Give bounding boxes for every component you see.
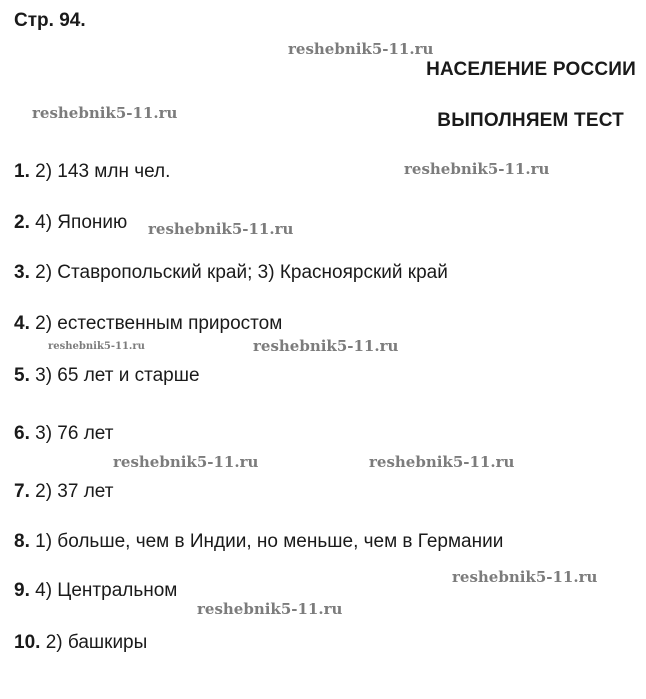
- answer-number: 3.: [14, 262, 30, 283]
- answer-item: [14, 161, 170, 183]
- answer-number: 9.: [14, 580, 30, 601]
- answer-item: [14, 313, 282, 335]
- watermark: reshebnik5-11.ru: [148, 220, 294, 238]
- answer-number: 2.: [14, 212, 30, 233]
- answer-item: [14, 262, 448, 284]
- answer-number: 1.: [14, 161, 30, 182]
- answer-item: [14, 580, 177, 602]
- answer-item: [14, 531, 503, 553]
- answer-text: 2) башкиры: [40, 632, 148, 653]
- answer-text: 2) естественным приростом: [29, 313, 283, 334]
- answer-number: 6.: [14, 423, 30, 444]
- answer-text: 2) 37 лет: [29, 481, 114, 502]
- answer-number: 10.: [14, 632, 41, 653]
- section-title: НАСЕЛЕНИЕ РОССИИ: [426, 59, 636, 80]
- answer-text: 3) 76 лет: [29, 423, 114, 444]
- answer-text: 3) 65 лет и старше: [29, 365, 200, 386]
- answer-number: 4.: [14, 313, 30, 334]
- watermark: reshebnik5-11.ru: [253, 337, 399, 355]
- subtitle: ВЫПОЛНЯЕМ ТЕСТ: [437, 110, 624, 131]
- watermark: reshebnik5-11.ru: [369, 453, 515, 471]
- answer-item: [14, 423, 113, 445]
- watermark: reshebnik5-11.ru: [32, 104, 178, 122]
- watermark: reshebnik5-11.ru: [452, 568, 598, 586]
- answer-item: [14, 212, 127, 234]
- answer-text: 4) Японию: [29, 212, 128, 233]
- page-number: Стр. 94.: [14, 10, 86, 31]
- watermark: reshebnik5-11.ru: [113, 453, 259, 471]
- watermark: reshebnik5-11.ru: [48, 341, 145, 352]
- answer-item: [14, 365, 200, 387]
- answer-text: 4) Центральном: [29, 580, 178, 601]
- answer-text: 1) больше, чем в Индии, но меньше, чем в Германии: [29, 531, 504, 552]
- answer-text: 2) 143 млн чел.: [29, 161, 171, 182]
- answer-number: 7.: [14, 481, 30, 502]
- answer-text: 2) Ставропольский край; 3) Красноярский край: [29, 262, 448, 283]
- answer-item: [14, 632, 147, 654]
- answer-number: 8.: [14, 531, 30, 552]
- answer-number: 5.: [14, 365, 30, 386]
- watermark: reshebnik5-11.ru: [288, 40, 434, 58]
- watermark: reshebnik5-11.ru: [404, 160, 550, 178]
- answer-item: [14, 481, 113, 503]
- watermark: reshebnik5-11.ru: [197, 600, 343, 618]
